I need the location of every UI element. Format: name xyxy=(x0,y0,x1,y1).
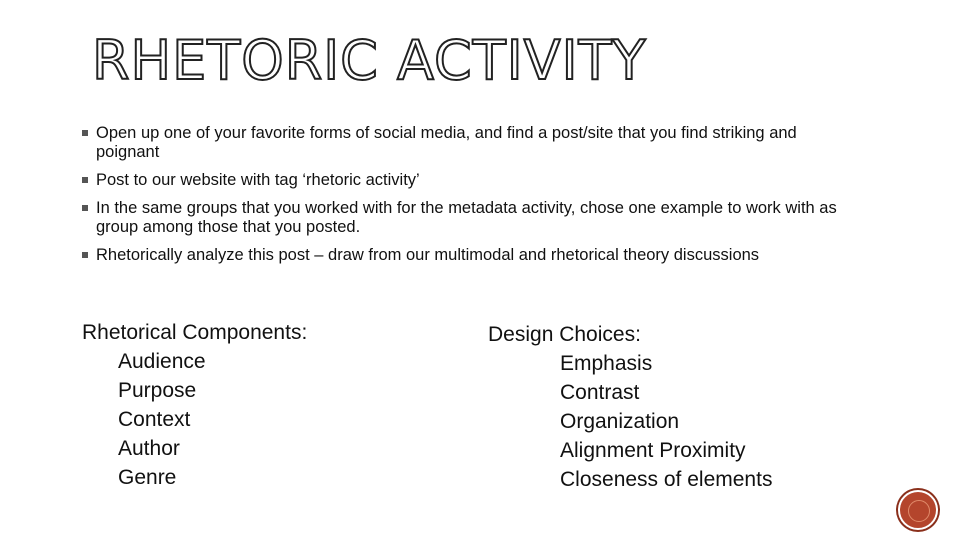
bullet-text: Rhetorically analyze this post – draw from our multimodal and rhetorical theory discussions xyxy=(96,246,760,264)
bullet-square-icon xyxy=(82,252,88,258)
bullet-item xyxy=(82,171,862,190)
component-item: Context xyxy=(118,408,191,431)
rhetorical-components-column xyxy=(82,318,307,492)
bullet-list xyxy=(82,124,862,274)
design-choice-item: Emphasis xyxy=(560,352,653,375)
component-item: Audience xyxy=(118,350,206,373)
design-choices-heading: Design Choices: xyxy=(488,323,641,346)
design-choices-column xyxy=(488,320,772,494)
slide-title: RHETORIC ACTIVITY xyxy=(92,29,647,92)
rhetorical-components-heading: Rhetorical Components: xyxy=(82,321,308,344)
bullet-item xyxy=(82,246,862,265)
design-choice-item: Alignment Proximity xyxy=(560,439,746,462)
design-choice-item: Closeness of elements xyxy=(560,468,773,491)
bullet-square-icon xyxy=(82,130,88,136)
design-choice-item: Contrast xyxy=(560,381,640,404)
component-item: Author xyxy=(118,437,180,460)
component-item: Genre xyxy=(118,466,177,489)
bullet-square-icon xyxy=(82,205,88,211)
bullet-text: Open up one of your favorite forms of social media, and find a post/site that you find striking and poignant xyxy=(96,124,797,161)
component-item: Purpose xyxy=(118,379,197,402)
bullet-text: In the same groups that you worked with for the metadata activity, chose one example to work with as group among those that you posted. xyxy=(96,199,837,236)
slide-badge-icon xyxy=(898,490,938,530)
bullet-item xyxy=(82,124,862,162)
bullet-item xyxy=(82,199,862,237)
bullet-text: Post to our website with tag ‘rhetoric activity’ xyxy=(96,171,420,189)
design-choice-item: Organization xyxy=(560,410,680,433)
bullet-square-icon xyxy=(82,177,88,183)
